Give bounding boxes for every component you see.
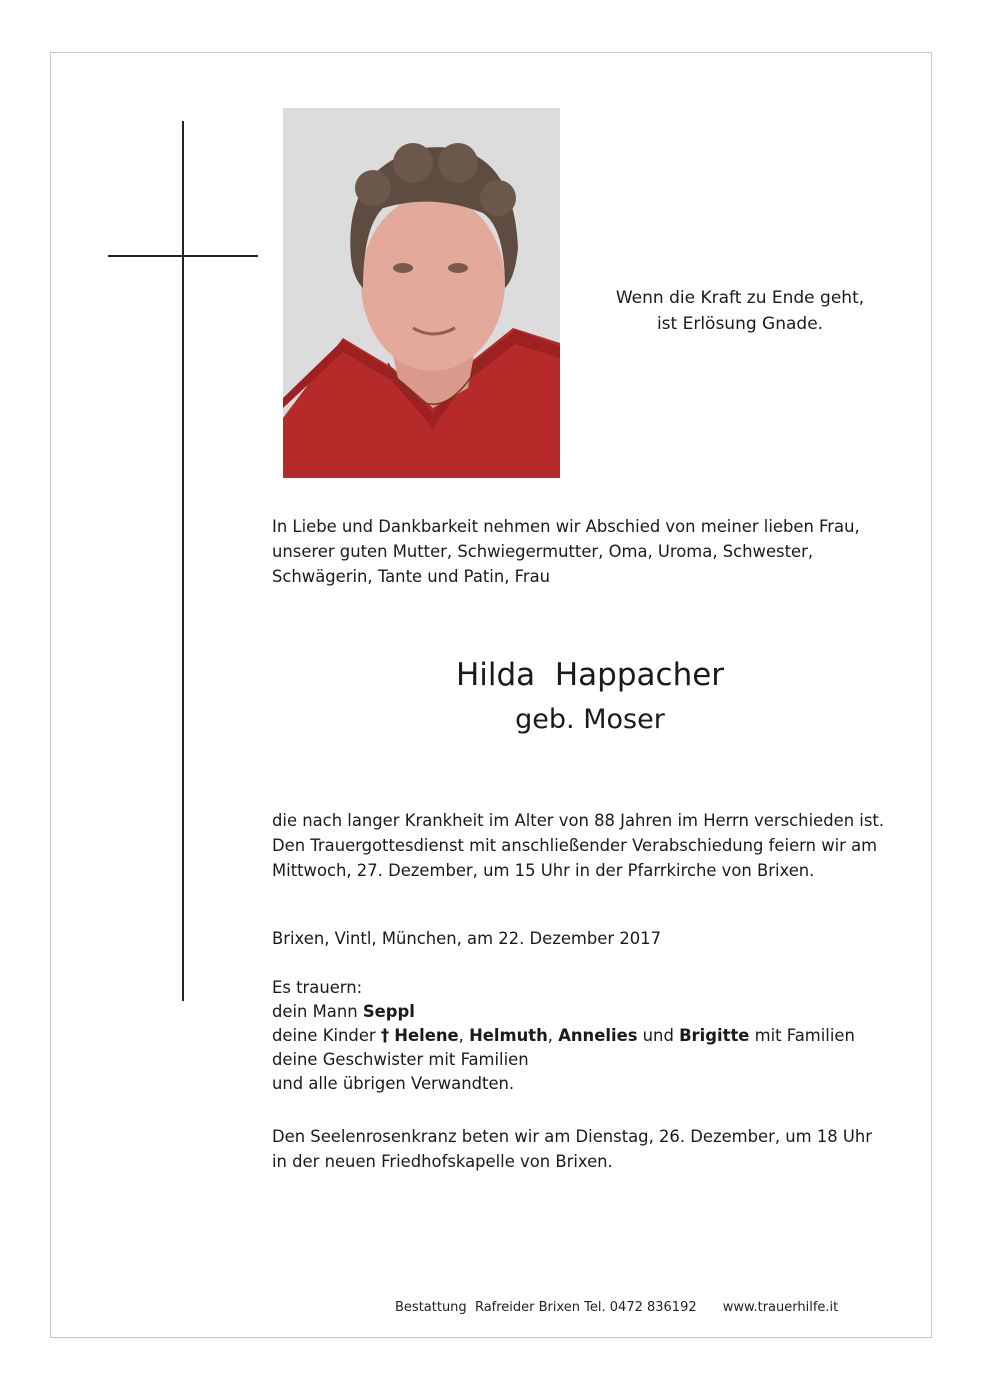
cross-vertical-bar bbox=[182, 121, 184, 1001]
quote-line-1: Wenn die Kraft zu Ende geht, bbox=[615, 288, 865, 308]
funeral-home-info: Bestattung Rafreider Brixen Tel. 0472 836192 bbox=[395, 1300, 697, 1315]
child-name: Annelies bbox=[558, 1026, 638, 1045]
mourners-heading: Es trauern: bbox=[272, 978, 363, 997]
cross-symbol: † bbox=[380, 1026, 390, 1045]
death-notice: die nach langer Krankheit im Alter von 88 Jahren im Herrn verschieden ist. bbox=[272, 811, 885, 830]
maiden-name: geb. Moser bbox=[515, 704, 665, 735]
mourner-relatives: und alle übrigen Verwandten. bbox=[272, 1074, 515, 1093]
portrait-photo bbox=[283, 108, 560, 478]
footer bbox=[395, 1300, 838, 1315]
mourner-siblings: deine Geschwister mit Familien bbox=[272, 1050, 529, 1069]
website-link[interactable]: www.trauerhilfe.it bbox=[722, 1300, 839, 1315]
child-name: Helene bbox=[394, 1026, 459, 1045]
child-name: Brigitte bbox=[679, 1026, 750, 1045]
mourner-husband: dein Mann Seppl bbox=[272, 1002, 415, 1021]
cross-horizontal-bar bbox=[108, 255, 258, 257]
husband-name: Seppl bbox=[362, 1002, 415, 1021]
place-and-date: Brixen, Vintl, München, am 22. Dezember 2017 bbox=[272, 929, 662, 948]
memorial-quote bbox=[570, 285, 910, 337]
deceased-name: Hilda Happacher bbox=[455, 657, 725, 693]
rosary-info: Den Seelenrosenkranz beten wir am Dienstag, 26. Dezember, um 18 Uhr in der neuen Friedhofskapelle von Brixen. bbox=[272, 1127, 873, 1171]
intro-text: In Liebe und Dankbarkeit nehmen wir Abschied von meiner lieben Frau, unserer guten Mutter, Schwiegermutter, Oma, Uroma, Schwester, Schwägerin, Tante und Patin, Frau bbox=[272, 517, 860, 586]
portrait-illustration bbox=[283, 108, 560, 478]
death-description bbox=[272, 808, 912, 883]
mourners-list bbox=[272, 976, 912, 1096]
funeral-service-info: Den Trauergottesdienst mit anschließender Verabschiedung feiern wir am Mittwoch, 27. Dezember, um 15 Uhr in der Pfarrkirche von Brixen. bbox=[272, 836, 878, 880]
mourner-children: deine Kinder † Helene, Helmuth, Annelies und Brigitte mit Familien bbox=[272, 1026, 855, 1045]
child-name: Helmuth bbox=[469, 1026, 548, 1045]
quote-line-2: ist Erlösung Gnade. bbox=[656, 314, 824, 334]
